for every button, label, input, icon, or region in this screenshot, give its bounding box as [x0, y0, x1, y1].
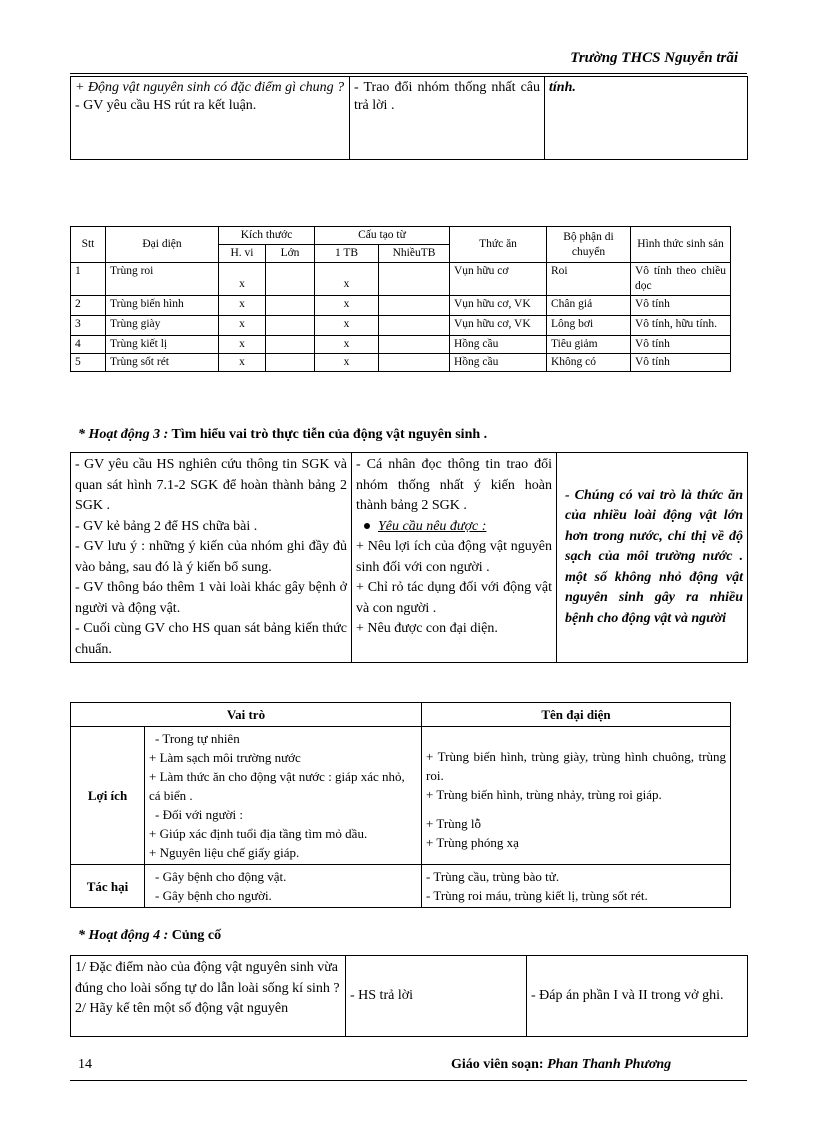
cell-line: - Cá nhân đọc thông tin trao đổi nhóm thống nhất ý kiến hoàn thành bảng 2 SGK .	[356, 457, 552, 513]
cell-name: Trùng sốt rét	[106, 354, 219, 372]
cell-repro: Vô tính	[631, 354, 731, 372]
content-cell: - Đáp án phần I và II trong vở ghi.	[527, 956, 748, 1037]
activity-table-3	[70, 452, 748, 663]
cell-hvi: x	[219, 296, 266, 316]
header-kich-thuoc: Kích thước	[219, 227, 315, 245]
cell-line: 2/ Hãy kể tên một số động vật nguyên	[75, 1001, 289, 1016]
header-hinh-thuc: Hình thức sinh sản	[631, 227, 731, 263]
cell-food: Hồng cầu	[450, 336, 547, 354]
cell-line: + Nêu lợi ích của động vật nguyên sinh đối với con người .	[356, 539, 552, 575]
cell-1tb: x	[315, 316, 379, 336]
cell-lon	[266, 354, 315, 372]
cell-stt: 4	[71, 336, 106, 354]
cell-lon	[266, 316, 315, 336]
section-heading-4	[78, 928, 221, 944]
cell-stt: 1	[71, 263, 106, 296]
cell-ntb	[379, 263, 450, 296]
cell-name: Trùng roi	[106, 263, 219, 296]
cell-food: Vụn hữu cơ	[450, 263, 547, 296]
activity-table-4	[70, 955, 748, 1037]
cell-line: - Gây bệnh cho động vật.	[155, 869, 287, 884]
footer-rule	[70, 1080, 747, 1081]
cell-line: 1/ Đặc điểm nào của động vật nguyên sinh vừa đúng cho loài sống tự do lẫn loài sống kí sinh ?	[75, 960, 340, 996]
section-heading-3	[78, 427, 487, 443]
cell-stt: 2	[71, 296, 106, 316]
loi-ich-reps-cell	[422, 727, 731, 865]
cell-move: Lông bơi	[547, 316, 631, 336]
cell-line: + Giúp xác định tuổi địa tầng tìm mỏ dầu.	[149, 826, 368, 841]
cell-line: + Làm sạch môi trường nước	[149, 750, 301, 765]
cell-hvi: x	[219, 336, 266, 354]
cell-line: - GV yêu cầu HS rút ra kết luận.	[75, 98, 257, 113]
table-row	[71, 354, 731, 372]
student-activity-cell: - Trao đổi nhóm thống nhất câu trả lời .	[350, 77, 545, 160]
cell-line: + Động vật nguyên sinh có đặc điểm gì chung ?	[75, 80, 345, 95]
header-dai-dien: Đại diện	[106, 227, 219, 263]
table-row	[71, 336, 731, 354]
role-table	[70, 702, 731, 908]
cell-move: Roi	[547, 263, 631, 296]
cell-hvi: x	[219, 316, 266, 336]
header-rule	[70, 73, 747, 74]
cell-line: + Trùng biến hình, trùng giày, trùng hình chuông, trùng roi.	[426, 749, 726, 783]
cell-name: Trùng kiết lị	[106, 336, 219, 354]
cell-line: - Đối với người :	[155, 807, 243, 822]
teacher-credit	[451, 1057, 671, 1073]
cell-ntb	[379, 354, 450, 372]
loi-ich-roles-cell	[145, 727, 422, 865]
header-lon: Lớn	[266, 245, 315, 263]
bullet-icon	[364, 523, 370, 529]
cell-ntb	[379, 296, 450, 316]
cell-line: + Nguyên liệu chế giấy giáp.	[149, 845, 300, 860]
cell-line: - Trùng roi máu, trùng kiết lị, trùng sốt rét.	[426, 888, 648, 903]
protozoa-comparison-table	[70, 226, 731, 372]
content-cell: - Chúng có vai trò là thức ăn của nhiều loài động vật lớn hơn trong nước, chỉ thị về độ sạch của môi trường nước . một số không nhỏ động vật nguyên sinh gây ra nhiều bệnh cho động vật và người	[557, 453, 748, 663]
table-row	[71, 296, 731, 316]
cell-1tb: x	[315, 296, 379, 316]
section-label: * Hoạt động 4 :	[78, 928, 169, 943]
cell-name: Trùng giày	[106, 316, 219, 336]
cell-ntb	[379, 336, 450, 354]
cell-stt: 5	[71, 354, 106, 372]
cell-line: + Nêu được con đại diện.	[356, 621, 498, 636]
teacher-name: Phan Thanh Phương	[547, 1057, 672, 1072]
cell-line: + Chỉ rỏ tác dụng đối với động vật và con người .	[356, 580, 552, 616]
header-bo-phan: Bộ phận di chuyển	[547, 227, 631, 263]
header-1tb: 1 TB	[315, 245, 379, 263]
cell-line: - GV lưu ý : những ý kiến của nhóm ghi đầy đủ vào bảng, sau đó là ý kiến bổ sung.	[75, 539, 347, 575]
tac-hai-roles-cell	[145, 865, 422, 908]
header-stt: Stt	[71, 227, 106, 263]
cell-line: + Trùng biến hình, trùng nhảy, trùng roi giáp.	[426, 787, 662, 802]
cell-repro: Vô tính	[631, 296, 731, 316]
cell-line: - GV kẻ bảng 2 để HS chữa bài .	[75, 518, 258, 534]
cell-food: Hồng cầu	[450, 354, 547, 372]
cell-1tb: x	[315, 336, 379, 354]
header-cau-tao: Cấu tạo từ	[315, 227, 450, 245]
cell-repro: Vô tính	[631, 336, 731, 354]
teacher-activity-cell	[71, 77, 350, 160]
tac-hai-reps-cell	[422, 865, 731, 908]
requirement-line	[356, 517, 552, 538]
cell-line: - Cuối cùng GV cho HS quan sát bảng kiến thức chuẩn.	[75, 621, 347, 657]
cell-1tb: x	[315, 263, 379, 296]
cell-lon	[266, 296, 315, 316]
section-title: Củng cố	[168, 928, 222, 943]
cell-move: Chân giả	[547, 296, 631, 316]
cell-line: - Trong tự nhiên	[155, 731, 240, 746]
student-activity-cell: - HS trả lời	[346, 956, 527, 1037]
header-thuc-an: Thức ăn	[450, 227, 547, 263]
teacher-activity-cell	[71, 956, 346, 1037]
cell-move: Không có	[547, 354, 631, 372]
cell-line: + Trùng lỗ	[426, 816, 482, 831]
cell-food: Vụn hữu cơ, VK	[450, 316, 547, 336]
content-cell: tính.	[545, 77, 748, 160]
label-loi-ich: Lợi ích	[71, 727, 145, 865]
cell-line: - Trùng cầu, trùng bào tử.	[426, 869, 560, 884]
page-number: 14	[78, 1057, 92, 1072]
cell-lon	[266, 263, 315, 296]
cell-line: + Làm thức ăn cho động vật nước : giáp xác nhỏ, cá biển .	[149, 769, 405, 803]
section-title: Tìm hiểu vai trò thực tiễn của động vật nguyên sinh .	[168, 427, 488, 442]
header-representative: Tên đại diện	[422, 703, 731, 727]
cell-hvi: x	[219, 263, 266, 296]
cell-lon	[266, 336, 315, 354]
cell-repro: Vô tính theo chiều dọc	[631, 263, 731, 296]
cell-hvi: x	[219, 354, 266, 372]
cell-line: - GV thông báo thêm 1 vài loài khác gây bệnh ở người và động vật.	[75, 580, 347, 616]
cell-repro: Vô tính, hữu tính.	[631, 316, 731, 336]
school-header: Trường THCS Nguyễn trãi	[570, 50, 738, 66]
cell-line: + Trùng phóng xạ	[426, 835, 519, 850]
header-nhieu-tb: NhiềuTB	[379, 245, 450, 263]
teacher-label: Giáo viên soạn:	[451, 1057, 544, 1072]
table-row	[71, 316, 731, 336]
section-label: * Hoạt động 3 :	[78, 427, 169, 442]
header-h-vi: H. vi	[219, 245, 266, 263]
header-role: Vai trò	[71, 703, 422, 727]
cell-stt: 3	[71, 316, 106, 336]
student-activity-cell	[352, 453, 557, 663]
cell-food: Vụn hữu cơ, VK	[450, 296, 547, 316]
cell-1tb: x	[315, 354, 379, 372]
cell-move: Tiêu giảm	[547, 336, 631, 354]
table-row	[71, 263, 731, 296]
cell-line: - GV yêu cầu HS nghiên cứu thông tin SGK và quan sát hình 7.1-2 SGK để hoàn thành bảng 2 SGK .	[75, 457, 347, 513]
cell-ntb	[379, 316, 450, 336]
activity-table-continued	[70, 76, 748, 160]
requirement-label: Yêu cầu nêu được :	[378, 518, 487, 534]
teacher-activity-cell	[71, 453, 352, 663]
label-tac-hai: Tác hại	[71, 865, 145, 908]
cell-line: - Gây bệnh cho người.	[155, 888, 272, 903]
cell-name: Trùng biến hình	[106, 296, 219, 316]
